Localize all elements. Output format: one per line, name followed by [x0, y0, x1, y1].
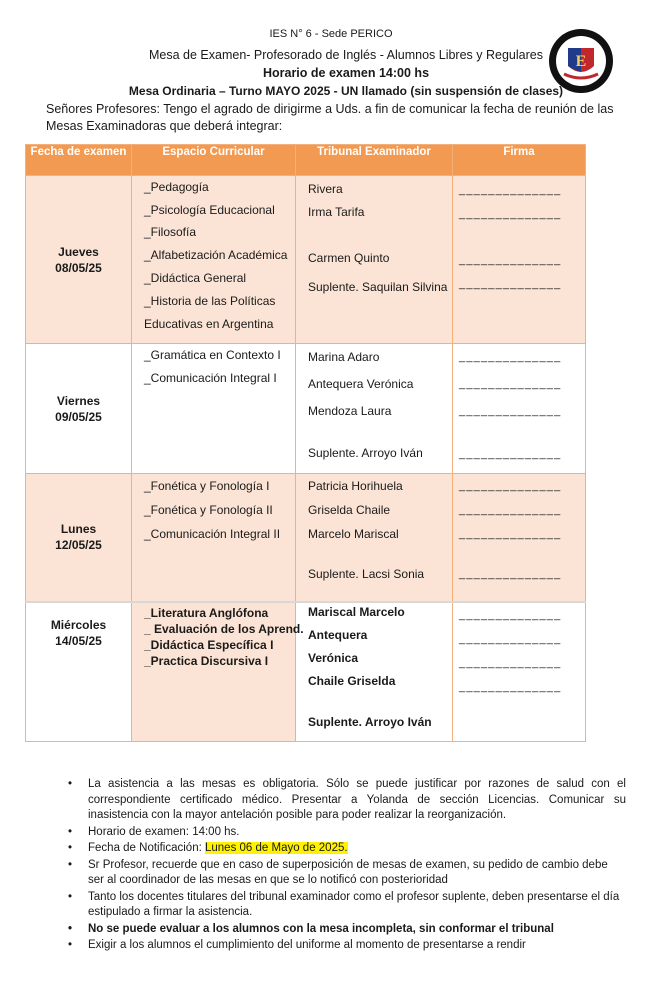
signature-line — [453, 699, 585, 717]
examiner-name — [296, 224, 452, 247]
signature-line: ______________ — [459, 351, 562, 363]
subjects-cell — [132, 344, 296, 474]
exam-day: Miércoles — [50, 617, 107, 632]
examiner-name: Rivera — [308, 182, 343, 196]
subjects-cell — [132, 602, 304, 742]
intro-text: Señores Profesores: Tengo el agrado de dirigirme a Uds. a fin de comunicar la fecha de reunión de las Mesas Examinadoras que deberá integrar: — [46, 102, 614, 133]
examiners-cell — [296, 344, 453, 474]
college-logo — [548, 28, 614, 94]
subject-item: _Filosofía — [144, 225, 197, 239]
exam-schedule-table — [25, 144, 586, 742]
notes-list — [66, 777, 626, 955]
signature-line: ______________ — [459, 184, 562, 196]
subject-item: _ Evaluación de los Aprend. — [144, 621, 304, 636]
examiners-cell — [296, 176, 453, 344]
exam-schedule: Horario de examen 14:00 hs — [262, 66, 430, 80]
svg-text:E: E — [575, 53, 587, 70]
signature-line: ______________ — [459, 568, 562, 580]
subject-item: _Fonética y Fonología II — [144, 503, 273, 517]
exam-day: Viernes — [56, 393, 101, 408]
signature-cell — [453, 474, 586, 602]
examiners-cell — [296, 602, 453, 742]
exam-date: 08/05/25 — [55, 260, 102, 275]
examiner-name: Antequera Verónica — [308, 377, 414, 391]
signature-line: ______________ — [459, 278, 562, 290]
examiner-name: Mariscal Marcelo — [308, 604, 405, 619]
subject-item: _Didáctica General — [144, 271, 247, 285]
signature-line: ______________ — [459, 448, 562, 460]
signature-line: ______________ — [459, 608, 562, 621]
examiner-substitute: Suplente. Lacsi Sonia — [308, 567, 425, 581]
subject-item: _Literatura Anglófona — [144, 605, 269, 620]
exam-date-cell — [26, 474, 132, 602]
exam-day: Lunes — [60, 522, 97, 537]
subject-item: _Comunicación Integral II — [144, 527, 281, 541]
signature-line — [453, 226, 585, 248]
examiner-name: Mendoza Laura — [308, 404, 392, 418]
notification-label: Fecha de Notificación: — [88, 842, 205, 854]
exam-date-cell — [26, 602, 132, 742]
subject-item: _Pedagogía — [144, 180, 209, 194]
examiner-name: Verónica — [308, 650, 359, 665]
exam-date-cell — [26, 344, 132, 474]
exam-day: Jueves — [58, 244, 99, 259]
examiner-name: Antequera — [308, 627, 368, 642]
examiner-name: Patricia Horihuela — [308, 479, 403, 493]
examiners-cell — [296, 474, 453, 602]
subject-item: Educativas en Argentina — [144, 317, 274, 331]
signature-cell — [453, 602, 586, 742]
examiner-name: Carmen Quinto — [308, 251, 390, 265]
signature-line: ______________ — [459, 480, 562, 492]
exam-date-cell — [26, 176, 132, 344]
list-item: • No se puede evaluar a los alumnos con la mesa incompleta, sin conformar el tribunal — [66, 922, 626, 938]
table-row — [26, 602, 586, 742]
table-row — [26, 344, 586, 474]
examiner-name: Chaile Griselda — [308, 673, 396, 688]
signature-line: ______________ — [459, 254, 562, 266]
subject-item: _Didáctica Específica I — [144, 637, 274, 652]
table-row — [26, 474, 586, 602]
signature-line — [453, 425, 585, 439]
subject-item: _Gramática en Contexto I — [144, 348, 281, 362]
signature-line: ______________ — [459, 504, 562, 516]
exam-date: 12/05/25 — [55, 538, 102, 553]
examiner-name — [296, 546, 452, 560]
signature-line: ______________ — [459, 208, 562, 220]
column-header-subject: Espacio Curricular — [132, 145, 296, 176]
signature-line: ______________ — [459, 656, 562, 669]
signature-cell — [453, 344, 586, 474]
examiner-name: Marcelo Mariscal — [308, 527, 399, 541]
signature-line: ______________ — [459, 378, 562, 390]
list-item: • Tanto los docentes titulares del tribunal examinador como el profesor suplente, deben presentarse el día estipulado a firmar la asistencia. — [66, 890, 626, 921]
table-header-row — [26, 145, 586, 176]
signature-line: ______________ — [459, 528, 562, 540]
subject-item: _Historia de las Políticas — [144, 294, 276, 308]
table-row — [26, 176, 586, 344]
column-header-examiners: Tribunal Examinador — [296, 145, 453, 176]
signature-line — [453, 546, 585, 560]
examiner-name: Griselda Chaile — [308, 503, 391, 517]
subject-item: _Psicología Educacional — [144, 203, 275, 217]
list-item: • Exigir a los alumnos el cumplimiento del uniforme al momento de presentarse a rendir — [66, 938, 626, 954]
column-header-signature: Firma — [453, 145, 586, 176]
signature-cell — [453, 176, 586, 344]
subject-item: _Fonética y Fonología I — [144, 479, 270, 493]
list-item — [66, 841, 626, 857]
exam-date: 14/05/25 — [55, 633, 102, 648]
document-title: Mesa de Examen- Profesorado de Inglés - Alumnos Libres y Regulares — [149, 48, 543, 62]
examiner-substitute: Suplente. Arroyo Iván — [308, 446, 423, 460]
signature-line: ______________ — [459, 680, 562, 693]
list-item: • Horario de examen: 14:00 hs. — [66, 825, 626, 841]
list-item: • Sr Profesor, recuerde que en caso de superposición de mesas de examen, su pedido de cambio debe ser al coordinador de las mesas en que se lo notificó con posterioridad — [66, 858, 626, 889]
exam-date: 09/05/25 — [55, 409, 102, 424]
signature-line: ______________ — [459, 405, 562, 417]
subject-item: _Practica Discursiva I — [144, 653, 269, 668]
column-header-date: Fecha de examen — [26, 145, 132, 176]
examiner-name: Irma Tarifa — [308, 205, 365, 219]
subjects-cell — [132, 176, 296, 344]
notification-date-highlight: Lunes 06 de Mayo de 2025. — [204, 842, 348, 854]
examiner-name: Marina Adaro — [308, 350, 380, 364]
signature-line: ______________ — [459, 632, 562, 645]
institution-name: IES N° 6 - Sede PERICO — [269, 28, 393, 40]
subject-item: _Comunicación Integral I — [144, 371, 277, 385]
examiner-name — [296, 425, 452, 439]
subjects-cell — [132, 474, 296, 602]
examiner-substitute: Suplente. Arroyo Iván — [308, 714, 432, 729]
subject-item: _Alfabetización Académica — [144, 248, 288, 262]
list-item: • La asistencia a las mesas es obligatoria. Sólo se puede justificar por razones de salud con el correspondiente certificado médico. Presentar a Yolanda de sección Licencias. Comunicar su inasistencia con la mayor antelación posible para poder realizar la reorganización. — [66, 777, 626, 824]
examiner-substitute: Suplente. Saquilan Silvina — [308, 280, 448, 294]
examiner-name — [296, 693, 452, 711]
exam-session: Mesa Ordinaria – Turno MAYO 2025 - UN llamado (sin suspensión de clases) — [128, 84, 564, 98]
